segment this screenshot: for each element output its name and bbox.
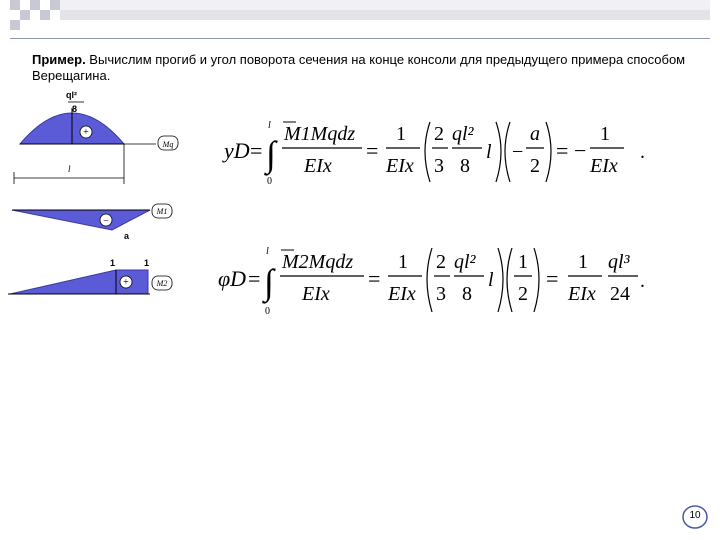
- f1-den2: EIx: [386, 155, 414, 177]
- f1-res-num: 1: [600, 123, 610, 145]
- formula-deflection-tail: [626, 114, 686, 190]
- intro-text: Вычислим прогиб и угол поворота сечения на конце консоли для предыдущего примера способом Верещагина.: [32, 52, 686, 83]
- f1-minus: −: [512, 141, 524, 163]
- f2-res-frac-den: 24: [610, 283, 630, 305]
- svg-text:∫: ∫: [264, 262, 274, 302]
- m2-one-right: 1: [144, 258, 150, 268]
- f1-den1: EIx: [304, 155, 332, 177]
- m2-label: M2: [156, 279, 168, 288]
- page-number: 10: [689, 510, 701, 521]
- m2-diagram: [8, 258, 172, 294]
- f1-lhs: yD: [224, 138, 250, 163]
- svg-text:=: =: [248, 266, 261, 291]
- header-checker-pattern: [0, 0, 720, 30]
- f2-int-upper: l: [266, 246, 269, 257]
- mq-plus: +: [83, 127, 89, 138]
- svg-text:∫: ∫: [266, 134, 276, 174]
- svg-text:.: .: [640, 141, 645, 163]
- f2-l: l: [488, 269, 494, 291]
- f1-int-lower: 0: [267, 176, 272, 187]
- f2-fden-b: 8: [462, 283, 472, 305]
- f2-den2: EIx: [388, 283, 416, 305]
- moment-diagrams: [0, 80, 200, 310]
- f1-l: l: [486, 141, 492, 163]
- m1-minus: −: [103, 216, 109, 227]
- f1-res-den: EIx: [590, 155, 618, 177]
- f2-period: .: [640, 270, 645, 292]
- f1-two: 2: [530, 155, 540, 177]
- f2-int-lower: 0: [265, 306, 270, 317]
- f2-den1: EIx: [302, 283, 330, 305]
- f1-one: 1: [396, 123, 406, 145]
- f1-num1: M1Mqdz: [284, 123, 356, 145]
- svg-text:=: =: [556, 138, 569, 163]
- header-rule: [10, 38, 710, 39]
- m2-one-left: 1: [110, 258, 116, 268]
- page-number-badge: [680, 504, 710, 530]
- f1-int-upper: l: [268, 120, 271, 131]
- f2-lhs: φD: [218, 266, 247, 291]
- mq-bottom-label: 8: [72, 104, 78, 114]
- f2-h-num: 1: [518, 251, 528, 273]
- formula-rotation: [214, 238, 644, 322]
- f2-h-den: 2: [518, 283, 528, 305]
- f1-tail-num: [626, 123, 627, 145]
- f2-res-frac-num: ql³: [608, 251, 630, 273]
- f1-fnum-a: 2: [434, 123, 444, 145]
- mq-label: Mq: [162, 140, 174, 149]
- f1-fden-b: 8: [460, 155, 470, 177]
- f2-fnum-a: 2: [436, 251, 446, 273]
- m2-plus: +: [123, 277, 129, 288]
- svg-text:=: =: [546, 266, 559, 291]
- svg-text:=: =: [366, 138, 379, 163]
- svg-text:=: =: [368, 266, 381, 291]
- formula-deflection: [220, 114, 650, 190]
- m1-diagram: [12, 204, 172, 241]
- m1-label: M1: [156, 207, 168, 216]
- span-label: l: [68, 164, 71, 174]
- f2-res-den: EIx: [568, 283, 596, 305]
- svg-text:−: −: [574, 138, 587, 163]
- svg-text:=: =: [250, 138, 263, 163]
- mq-top-label: ql²: [66, 90, 77, 100]
- f1-fden-a: 3: [434, 155, 444, 177]
- intro-bold: Пример.: [32, 52, 86, 67]
- f1-a: a: [530, 123, 540, 145]
- f1-fnum-b: ql²: [452, 123, 474, 145]
- mq-diagram: [14, 90, 178, 184]
- m1-a-label: a: [124, 231, 130, 241]
- f2-fden-a: 3: [436, 283, 446, 305]
- f2-res-num: 1: [578, 251, 588, 273]
- f2-fnum-b: ql²: [454, 251, 476, 273]
- f2-num1: M2Mqdz: [282, 251, 354, 273]
- f2-one: 1: [398, 251, 408, 273]
